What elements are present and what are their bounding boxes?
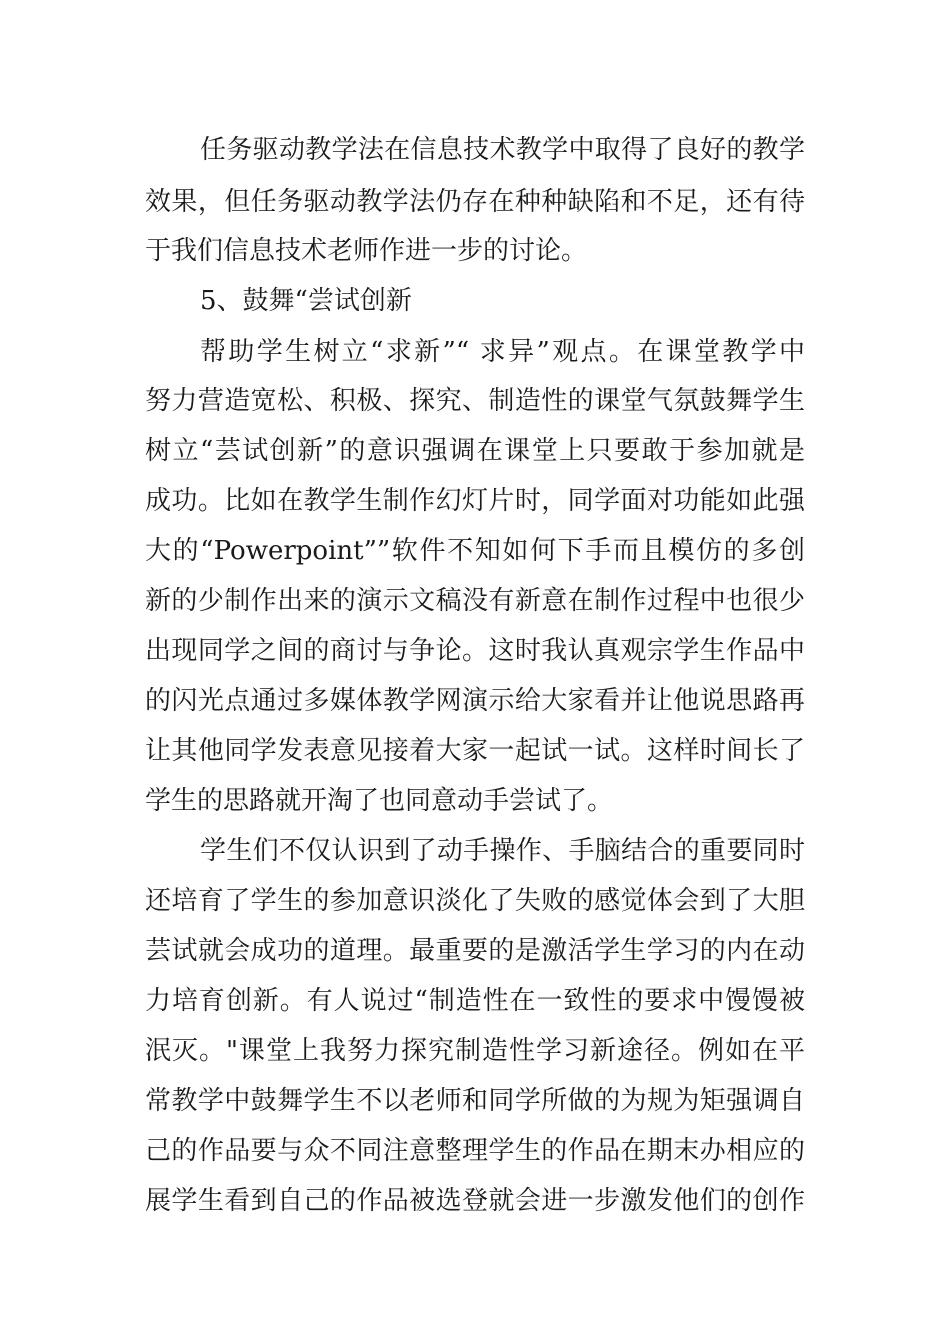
text-line: 效果，但任务驱动教学法仍存在种种缺陷和不足，还有待: [145, 187, 805, 217]
text-line: 的闪光点通过多媒体教学网演示给大家看并让他说思路再: [145, 686, 805, 716]
text-line: 力培育创新。有人说过“制造性在一致性的要求中馒馒被: [145, 986, 805, 1016]
text-line: 任务驱动教学法在信息技术教学中取得了良好的教学: [200, 135, 805, 165]
text-line: 成功。比如在教学生制作幻灯片时，同学面对功能如此强: [145, 486, 805, 516]
text-line: 学生们不仅认识到了动手操作、手脑结合的重要同时: [200, 836, 805, 866]
text-line: 帮助学生树立“求新”“ 求异”观点。在课堂教学中: [200, 337, 805, 367]
text-line: 于我们信息技术老师作进一步的讨论。: [145, 236, 588, 266]
text-line: 新的少制作出来的演示文稿没有新意在制作过程中也很少: [145, 586, 805, 616]
text-line: 学生的思路就开淘了也同意动手尝试了。: [145, 786, 614, 816]
text-line: 出现同学之间的商讨与争论。这时我认真观宗学生作品中: [145, 636, 805, 666]
text-line: 展学生看到自己的作品被选登就会进一步激发他们的创作: [145, 1186, 805, 1216]
text-line: 还培育了学生的参加意识淡化了失败的感觉体会到了大胆: [145, 886, 805, 916]
text-line: 常教学中鼓舞学生不以老师和同学所做的为规为矩强调自: [145, 1086, 805, 1116]
text-line: 大的“Powerpoint””软件不知如何下手而且模仿的多创: [145, 536, 805, 566]
text-line: 努力营造宽松、积极、探究、制造性的课堂气氛鼓舞学生: [145, 386, 805, 416]
text-line: 泯灭。"课堂上我努力探究制造性学习新途径。例如在平: [145, 1036, 805, 1066]
text-line: 芸试就会成功的道理。最重要的是激活学生学习的内在动: [145, 936, 805, 966]
text-line: 树立“芸试创新”的意识强调在课堂上只要敢于参加就是: [145, 436, 805, 466]
section-heading: 5、鼓舞“尝试创新: [200, 286, 412, 316]
text-line: 己的作品要与众不同注意整理学生的作品在期末办相应的: [145, 1136, 805, 1166]
text-line: 让其他同学发表意见接着大家一起试一试。这样时间长了: [145, 736, 805, 766]
